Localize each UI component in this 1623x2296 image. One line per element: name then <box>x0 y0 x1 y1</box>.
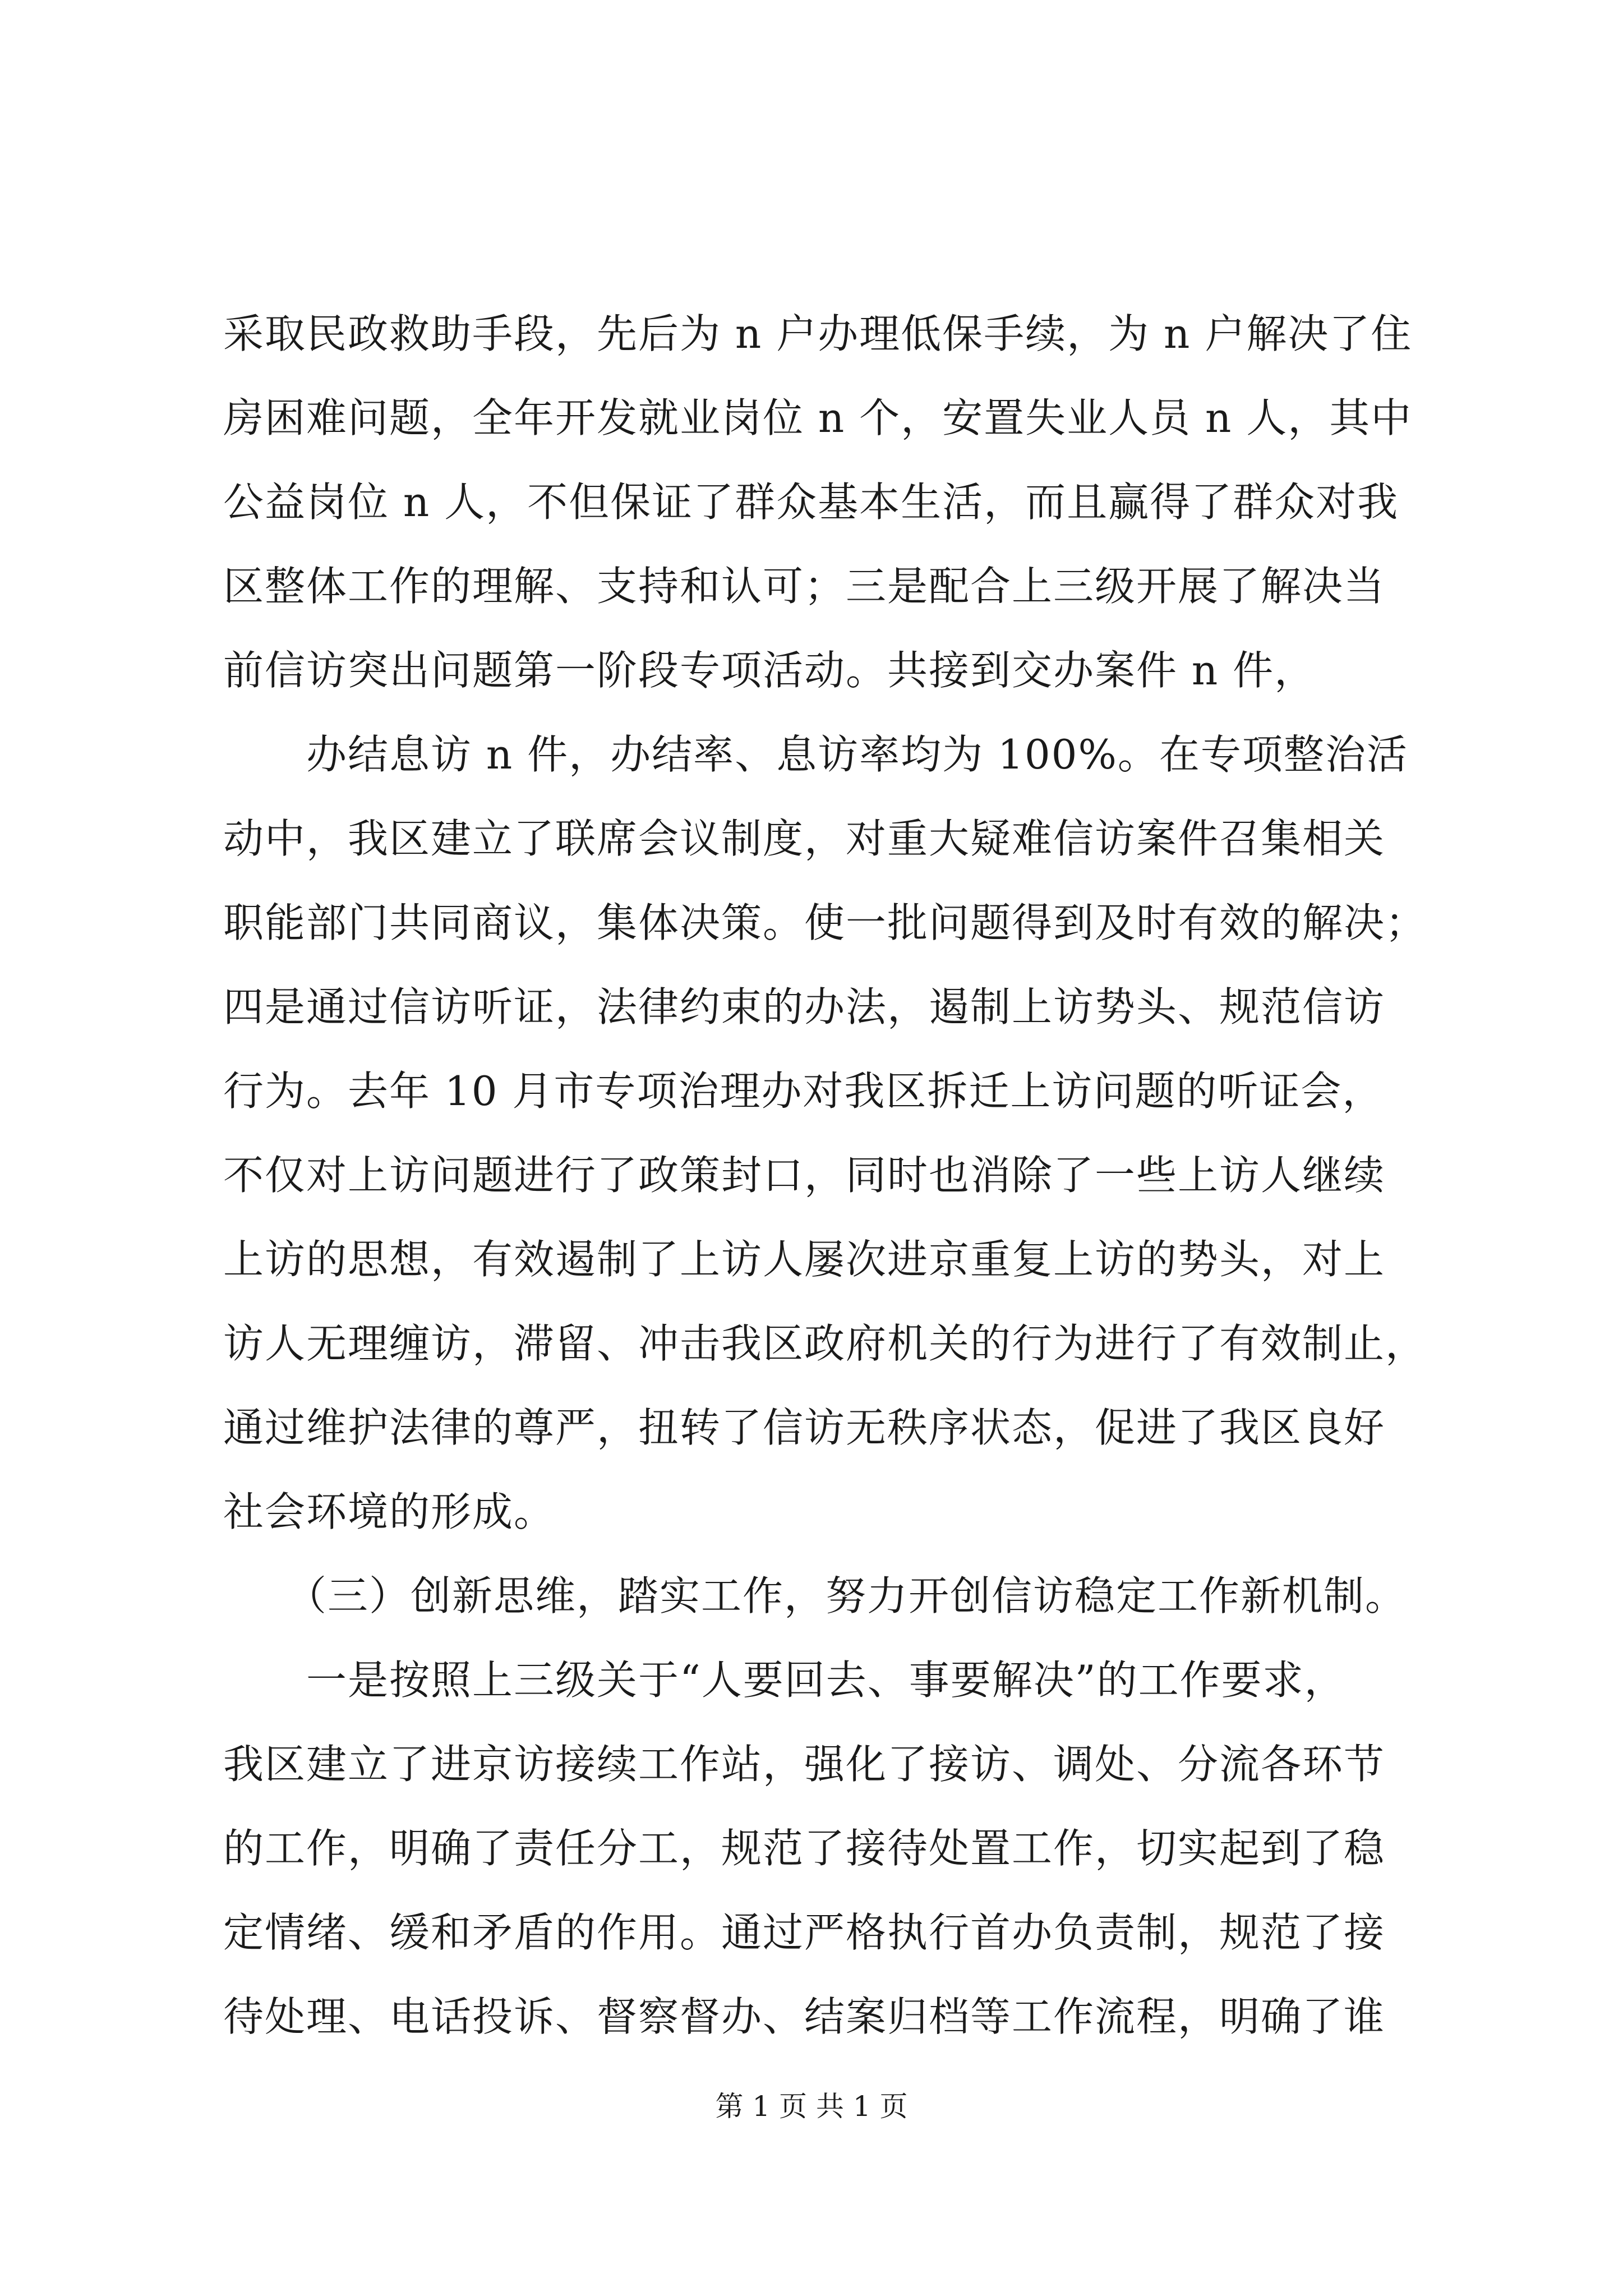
page-number: 第 1 页 共 1 页 <box>715 2090 908 2123</box>
text-line: 通过维护法律的尊严，扭转了信访无秩序状态，促进了我区良好 <box>223 1404 1386 1451</box>
page-footer <box>0 2090 1623 2123</box>
text-line: 不仅对上访问题进行了政策封口，同时也消除了一些上访人继续 <box>223 1152 1386 1199</box>
section-heading: （三）创新思维，踏实工作，努力开创信访稳定工作新机制。 <box>223 1572 1407 1619</box>
text-line: 办结息访 n 件，办结率、息访率均为 100%。在专项整治活 <box>223 731 1408 778</box>
text-line: 访人无理缠访，滞留、冲击我区政府机关的行为进行了有效制止， <box>223 1320 1427 1367</box>
text-line: 我区建立了进京访接续工作站，强化了接访、调处、分流各环节 <box>223 1741 1386 1788</box>
text-line: 前信访突出问题第一阶段专项活动。共接到交办案件 n 件， <box>223 647 1316 694</box>
text-line: 一是按照上三级关于“人要回去、事要解决”的工作要求， <box>223 1657 1346 1704</box>
text-line: 动中，我区建立了联席会议制度，对重大疑难信访案件召集相关 <box>223 815 1386 862</box>
text-line: 上访的思想，有效遏制了上访人屡次进京重复上访的势头，对上 <box>223 1236 1386 1283</box>
document-body <box>223 292 1435 2059</box>
text-line: 待处理、电话投诉、督察督办、结案归档等工作流程，明确了谁 <box>223 1993 1386 2040</box>
text-line: 定情绪、缓和矛盾的作用。通过严格执行首办负责制，规范了接 <box>223 1909 1386 1956</box>
text-line: 社会环境的形成。 <box>223 1488 556 1535</box>
text-line: 房困难问题，全年开发就业岗位 n 个，安置失业人员 n 人，其中 <box>223 394 1413 441</box>
text-line: 四是通过信访听证，法律约束的办法，遏制上访势头、规范信访 <box>223 983 1386 1030</box>
text-line: 采取民政救助手段，先后为 n 户办理低保手续，为 n 户解决了住 <box>223 310 1413 357</box>
text-line: 公益岗位 n 人，不但保证了群众基本生活，而且赢得了群众对我 <box>223 478 1399 526</box>
text-line: 区整体工作的理解、支持和认可；三是配合上三级开展了解决当 <box>223 563 1386 610</box>
text-line: 职能部门共同商议，集体决策。使一批问题得到及时有效的解决； <box>223 899 1427 946</box>
text-line: 行为。去年 10 月市专项治理办对我区拆迁上访问题的听证会， <box>223 1068 1384 1115</box>
text-line: 的工作，明确了责任分工，规范了接待处置工作，切实起到了稳 <box>223 1825 1386 1872</box>
